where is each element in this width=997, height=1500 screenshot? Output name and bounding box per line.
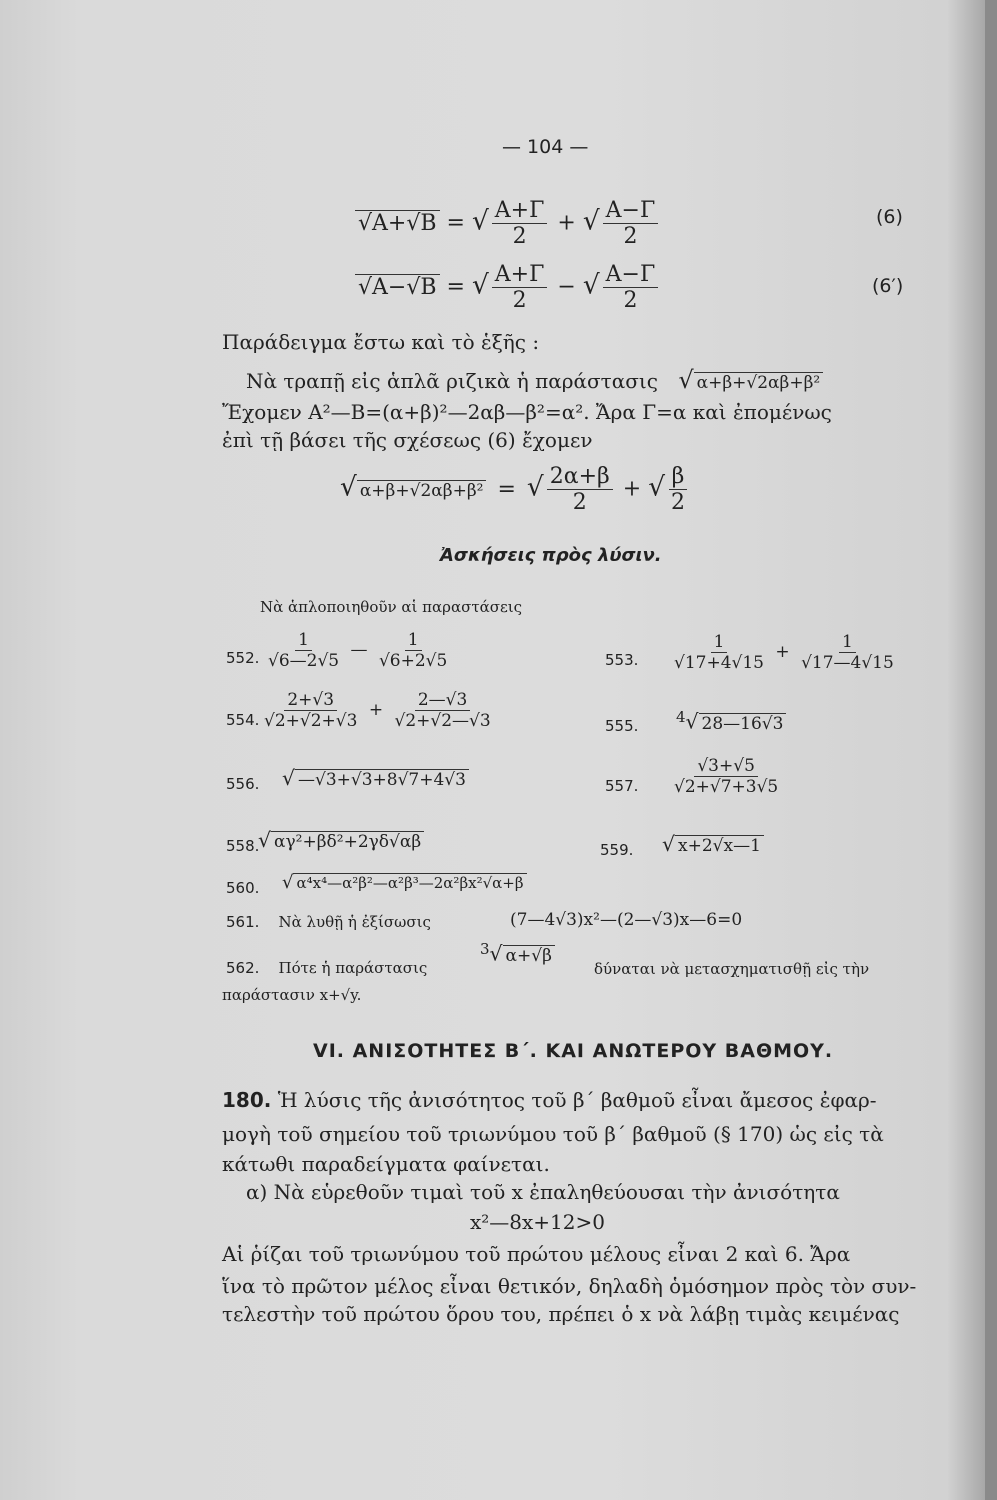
e562-text2: δύναται νὰ μετασχηματισθῇ εἰς τὴν <box>594 960 870 978</box>
e553-op: + <box>775 642 790 662</box>
exercise-555: $^4$√ 28—16√3 <box>676 708 786 734</box>
e553-d1: √17+4√15 <box>674 653 764 673</box>
e560-label: 560. <box>226 879 260 897</box>
eq6p-equals: = <box>446 274 465 300</box>
example-line1-expr: α+β+√2αβ+β² <box>694 372 824 393</box>
eq6p-op: − <box>557 274 576 300</box>
eq6p-num1: A+Γ <box>492 262 548 288</box>
e552-d2: √6+2√5 <box>378 651 448 671</box>
para180-l4: α) Νὰ εὑρεθοῦν τιμαὶ τοῦ x ἐπαληθεύουσαι τὴν ἀνισότητα <box>246 1180 840 1204</box>
eq6p-frac1 <box>492 262 548 313</box>
exercise-557 <box>668 756 784 797</box>
e552-label: 552. <box>226 649 260 667</box>
e552-op: — <box>350 640 368 660</box>
exercise-552 <box>262 630 453 671</box>
e554-d1: √2+√2+√3 <box>264 711 358 731</box>
e562-root: $^3$√ α+√β <box>480 940 555 966</box>
e562-index: 3 <box>480 940 490 958</box>
exercise-559: √ x+2√x—1 <box>662 832 764 856</box>
page-number: — 104 — <box>502 136 589 158</box>
exercise-553-label <box>605 650 638 669</box>
e557-num: √3+√5 <box>694 756 758 777</box>
exercise-556: √ —√3+√3+8√7+4√3 <box>282 766 469 790</box>
result-lhs: α+β+√2αβ+β² <box>357 480 487 501</box>
equation-6-prime: √A−√B = √ $\frac{A+\Gamma}{2}$ − √ $\frac{A-\Gamma}{2}$ <box>355 262 661 313</box>
example-result: √ α+β+√2αβ+β² = √ $\frac{2\alpha+\beta}{2}$ + √ $\frac{\beta}{2}$ <box>340 464 691 515</box>
eq6p-den1: 2 <box>512 288 527 313</box>
para180-l1: Ἡ λύσις τῆς ἀνισότητος τοῦ β΄ βαθμοῦ εἶναι ἄμεσος ἐφαρ- <box>277 1088 877 1112</box>
exercise-562 <box>226 958 427 977</box>
exercise-558: √ αγ²+βδ²+2γδ√αβ <box>258 828 424 852</box>
e552-n1: 1 <box>295 630 312 651</box>
example-line1: Νὰ τραπῇ εἰς ἁπλᾶ ριζικὰ ἡ παράστασις √ α+β+√2αβ+β² <box>246 366 823 394</box>
eq6p-tag: (6′) <box>872 275 904 297</box>
exercises-intro: Νὰ ἁπλοποιηθοῦν αἱ παραστάσεις <box>260 598 523 616</box>
para180-l7: τελεστὴν τοῦ πρώτου ὅρου του, πρέπει ὁ x νὰ λάβῃ τιμὰς κειμένας <box>222 1302 900 1326</box>
e553-n2: 1 <box>839 632 856 653</box>
eq6-equals: = <box>446 210 465 236</box>
e555-index: 4 <box>676 708 686 726</box>
equation-6: √A+√B = √ $\frac{A+\Gamma}{2}$ + √ $\frac{A-\Gamma}{2}$ <box>355 198 661 249</box>
result-num2: β <box>669 464 688 490</box>
para180-inequality: x²—8x+12>0 <box>470 1210 605 1234</box>
exercise-553 <box>668 632 900 673</box>
e553-d2: √17—4√15 <box>801 653 894 673</box>
eq6-tag: (6) <box>876 206 903 228</box>
result-frac1 <box>547 464 613 515</box>
result-den1: 2 <box>572 490 587 515</box>
e554-op: + <box>368 700 384 720</box>
e558-label: 558. <box>226 837 260 855</box>
eq6p-frac2 <box>603 262 659 313</box>
e559-label: 559. <box>600 841 634 859</box>
eq6-op: + <box>557 210 576 236</box>
exercise-559-label <box>600 840 633 859</box>
exercise-556-label <box>226 774 259 793</box>
para180-l2: μογὴ τοῦ σημείου τοῦ τριωνύμου τοῦ β΄ βαθμοῦ (§ 170) ὡς εἰς τὰ <box>222 1122 884 1146</box>
exercise-554 <box>258 690 497 731</box>
e556-expr: —√3+√3+8√7+4√3 <box>295 769 469 790</box>
eq6p-lhs: √A−√B <box>355 274 440 300</box>
e554-d2: √2+√2—√3 <box>394 711 491 731</box>
e553-n1: 1 <box>711 632 728 653</box>
exercises-title: Ἀσκήσεις πρὸς λύσιν. <box>440 545 662 566</box>
e557-den: √2+√7+3√5 <box>674 777 779 797</box>
e554-label: 554. <box>226 711 260 729</box>
exercise-555-label <box>605 716 638 735</box>
e562-text3: παράστασιν x+√y. <box>222 986 362 1004</box>
e561-expr: (7—4√3)x²—(2—√3)x—6=0 <box>510 910 743 930</box>
eq6-den2: 2 <box>623 224 638 249</box>
e557-label: 557. <box>605 777 639 795</box>
example-line3: ἐπὶ τῇ βάσει τῆς σχέσεως (6) ἔχομεν <box>222 428 593 452</box>
eq6-num2: A−Γ <box>603 198 659 224</box>
exercise-552-label <box>226 648 259 667</box>
eq6-lhs: √A+√B <box>355 210 440 236</box>
example-intro: Παράδειγμα ἔστω καὶ τὸ ἑξῆς : <box>222 330 540 354</box>
e558-expr: αγ²+βδ²+2γδ√αβ <box>271 831 424 852</box>
eq6-frac1 <box>492 198 548 249</box>
e553-label: 553. <box>605 651 639 669</box>
e552-n2: 1 <box>405 630 422 651</box>
page-edge <box>985 0 997 1500</box>
e554-n1: 2+√3 <box>284 690 337 711</box>
e555-label: 555. <box>605 717 639 735</box>
eq6p-num2: A−Γ <box>603 262 659 288</box>
eq6-frac2 <box>603 198 659 249</box>
para180-number: 180. <box>222 1088 272 1112</box>
e554-n2: 2—√3 <box>415 690 470 711</box>
e560-expr: α⁴x⁴—α²β²—α²β³—2α²βx²√α+β <box>293 873 526 892</box>
result-frac2 <box>668 464 688 515</box>
e559-expr: x+2√x—1 <box>675 835 764 856</box>
result-num1: 2α+β <box>547 464 613 490</box>
e561-label: 561. <box>226 913 260 931</box>
para180-l6: ἵνα τὸ πρῶτον μέλος εἶναι θετικόν, δηλαδὴ ὁμόσημον πρὸς τὸν συν- <box>222 1274 917 1298</box>
example-line2: Ἔχομεν Α²—Β=(α+β)²—2αβ—β²=α². Ἄρα Γ=α καὶ ἐπομένως <box>222 400 832 424</box>
eq6p-den2: 2 <box>623 288 638 313</box>
example-line1-text: Νὰ τραπῇ εἰς ἁπλᾶ ριζικὰ ἡ παράστασις <box>246 369 658 393</box>
eq6-num1: A+Γ <box>492 198 548 224</box>
e552-d1: √6—2√5 <box>268 651 340 671</box>
para180-l3: κάτωθι παραδείγματα φαίνεται. <box>222 1152 550 1176</box>
exercise-561 <box>226 912 431 931</box>
e562-label: 562. <box>226 959 260 977</box>
e556-label: 556. <box>226 775 260 793</box>
result-den2: 2 <box>671 490 686 515</box>
exercise-560: √ α⁴x⁴—α²β²—α²β³—2α²βx²√α+β <box>282 872 527 893</box>
eq6-den1: 2 <box>512 224 527 249</box>
exercise-558-label <box>226 836 259 855</box>
para180-l5: Αἱ ῥίζαι τοῦ τριωνύμου τοῦ πρώτου μέλους εἶναι 2 καὶ 6. Ἄρα <box>222 1242 851 1266</box>
e562-expr: α+√β <box>503 945 555 966</box>
exercise-560-label <box>226 878 259 897</box>
e562-text1: Πότε ἡ παράστασις <box>278 959 428 977</box>
section-heading: VI. ΑΝΙΣΟΤΗΤΕΣ Β΄. ΚΑΙ ΑΝΩΤΕΡΟΥ ΒΑΘΜΟΥ. <box>313 1040 834 1062</box>
exercise-557-label <box>605 776 638 795</box>
para180-line1 <box>222 1088 876 1112</box>
e555-expr: 28—16√3 <box>699 713 787 734</box>
exercise-554-label <box>226 710 259 729</box>
e561-text: Νὰ λυθῇ ἡ ἐξίσωσις <box>278 913 431 931</box>
